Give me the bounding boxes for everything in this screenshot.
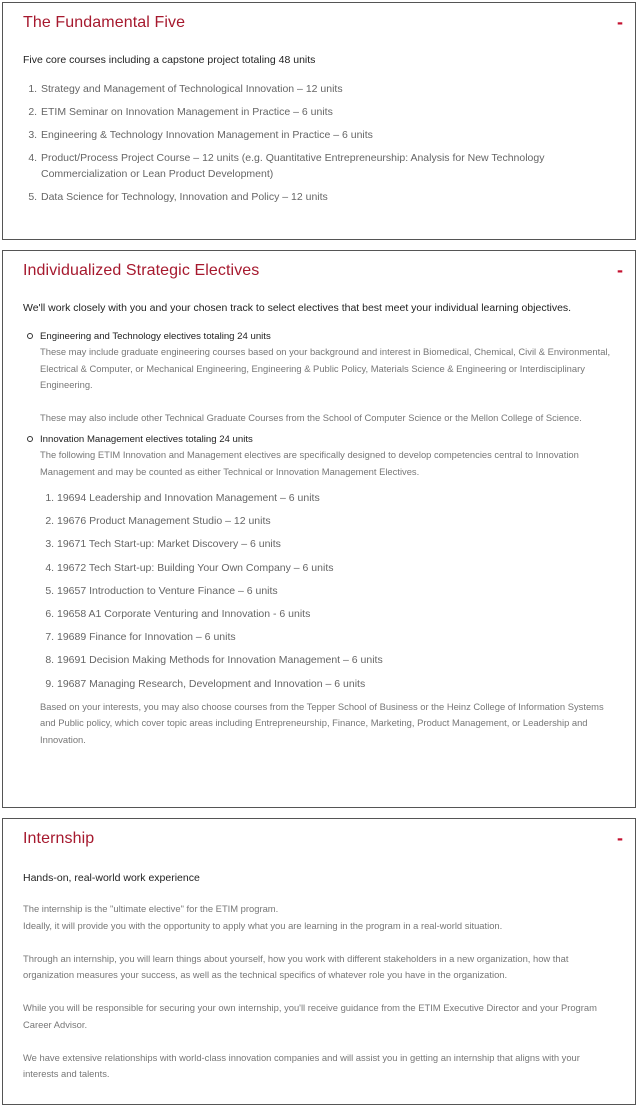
elective-tracks: [23, 329, 615, 748]
list-item: 5. 19657 Introduction to Venture Finance – 6 units: [57, 583, 615, 599]
list-item: 1. Strategy and Management of Technological Innovation – 12 units: [40, 81, 615, 97]
paragraph: While you will be responsible for securing your own internship, you'll receive guidance from the ETIM Executive Director and your Program Career Advisor.: [23, 1002, 597, 1030]
paragraph: The internship is the "ultimate elective" for the ETIM program.: [23, 903, 279, 914]
paragraph: Ideally, it will provide you with the opportunity to apply what you are learning in the program in a real-world situation.: [23, 919, 503, 931]
list-item: 2. ETIM Seminar on Innovation Management in Practice – 6 units: [40, 104, 615, 120]
panel-intro: We'll work closely with you and your chosen track to select electives that best meet your individual learning objectives.: [23, 302, 572, 314]
list-item: 6. 19658 A1 Corporate Venturing and Innovation - 6 units: [57, 606, 615, 622]
panel-title: The Fundamental Five: [23, 14, 186, 31]
track-engineering: [23, 329, 615, 426]
fundamental-five-header[interactable]: [3, 3, 635, 43]
panel-body: [3, 301, 635, 748]
list-item: 4. Product/Process Project Course – 12 units (e.g. Quantitative Entrepreneurship: Analysis for New Technology Commercialization or Lean Product Development): [40, 150, 615, 182]
track-description: The following ETIM Innovation and Management electives are specifically designed to develop competencies central to Innovation Management and may be counted as either Technical or Innovation Management Electives.: [40, 449, 579, 477]
list-item: 3. Engineering & Technology Innovation Management in Practice – 6 units: [40, 127, 615, 143]
list-item: 7. 19689 Finance for Innovation – 6 units: [57, 629, 615, 645]
list-item: 8. 19691 Decision Making Methods for Innovation Management – 6 units: [57, 652, 615, 668]
track-title: Engineering and Technology electives totaling 24 units: [40, 331, 271, 342]
track-innovation: [23, 432, 615, 748]
track-description-extra: These may also include other Technical Graduate Courses from the School of Computer Science or the Mellon College of Science.: [40, 411, 582, 423]
panel-title: Internship: [23, 830, 95, 847]
strategic-electives-panel: [2, 250, 636, 808]
track-closing: Based on your interests, you may also choose courses from the Tepper School of Business or the Heinz College of Information Systems and Public policy, which cover topic areas including Entrepreneurship, Finance, Marketing, Product Management, or Leadership and Innovation.: [40, 700, 604, 745]
list-item: 9. 19687 Managing Research, Development and Innovation – 6 units: [57, 676, 615, 692]
innovation-elective-list: [40, 490, 615, 692]
circle-bullet-icon: [27, 436, 33, 442]
list-item: 5. Data Science for Technology, Innovation and Policy – 12 units: [40, 189, 615, 205]
paragraph: We have extensive relationships with world-class innovation companies and will assist you in getting an internship that aligns with your interests and talents.: [23, 1051, 580, 1079]
panel-body: [3, 871, 635, 1083]
list-item: 2. 19676 Product Management Studio – 12 units: [57, 513, 615, 529]
list-item: 1. 19694 Leadership and Innovation Management – 6 units: [57, 490, 615, 506]
track-title: Innovation Management electives totaling 24 units: [40, 434, 253, 445]
list-item: 4. 19672 Tech Start-up: Building Your Own Company – 6 units: [57, 560, 615, 576]
strategic-electives-header[interactable]: [3, 251, 635, 291]
panel-title: Individualized Strategic Electives: [23, 262, 260, 279]
collapse-icon[interactable]: -: [617, 12, 623, 32]
collapse-icon[interactable]: -: [617, 260, 623, 280]
track-description: These may include graduate engineering courses based on your background and interest in Biomedical, Chemical, Civil & Environmental, Electrical & Computer, or Mechanical Engineering, Engineering & Public Policy, Materials Science & Engineering or Interdisciplinary Engineering.: [40, 346, 611, 390]
core-course-list: [23, 81, 615, 205]
internship-panel: [2, 818, 636, 1105]
internship-header[interactable]: [3, 819, 635, 859]
panel-intro: Hands-on, real-world work experience: [23, 872, 200, 884]
circle-bullet-icon: [27, 333, 33, 339]
fundamental-five-panel: [2, 2, 636, 240]
panel-intro: Five core courses including a capstone project totaling 48 units: [23, 54, 316, 66]
collapse-icon[interactable]: -: [617, 828, 623, 848]
list-item: 3. 19671 Tech Start-up: Market Discovery – 6 units: [57, 536, 615, 552]
paragraph: Through an internship, you will learn things about yourself, how you work with different stakeholders in a new organization, how that organization measures your success, as well as the technical specifics of whatever role you have in the organization.: [23, 952, 569, 980]
panel-body: [3, 53, 635, 205]
